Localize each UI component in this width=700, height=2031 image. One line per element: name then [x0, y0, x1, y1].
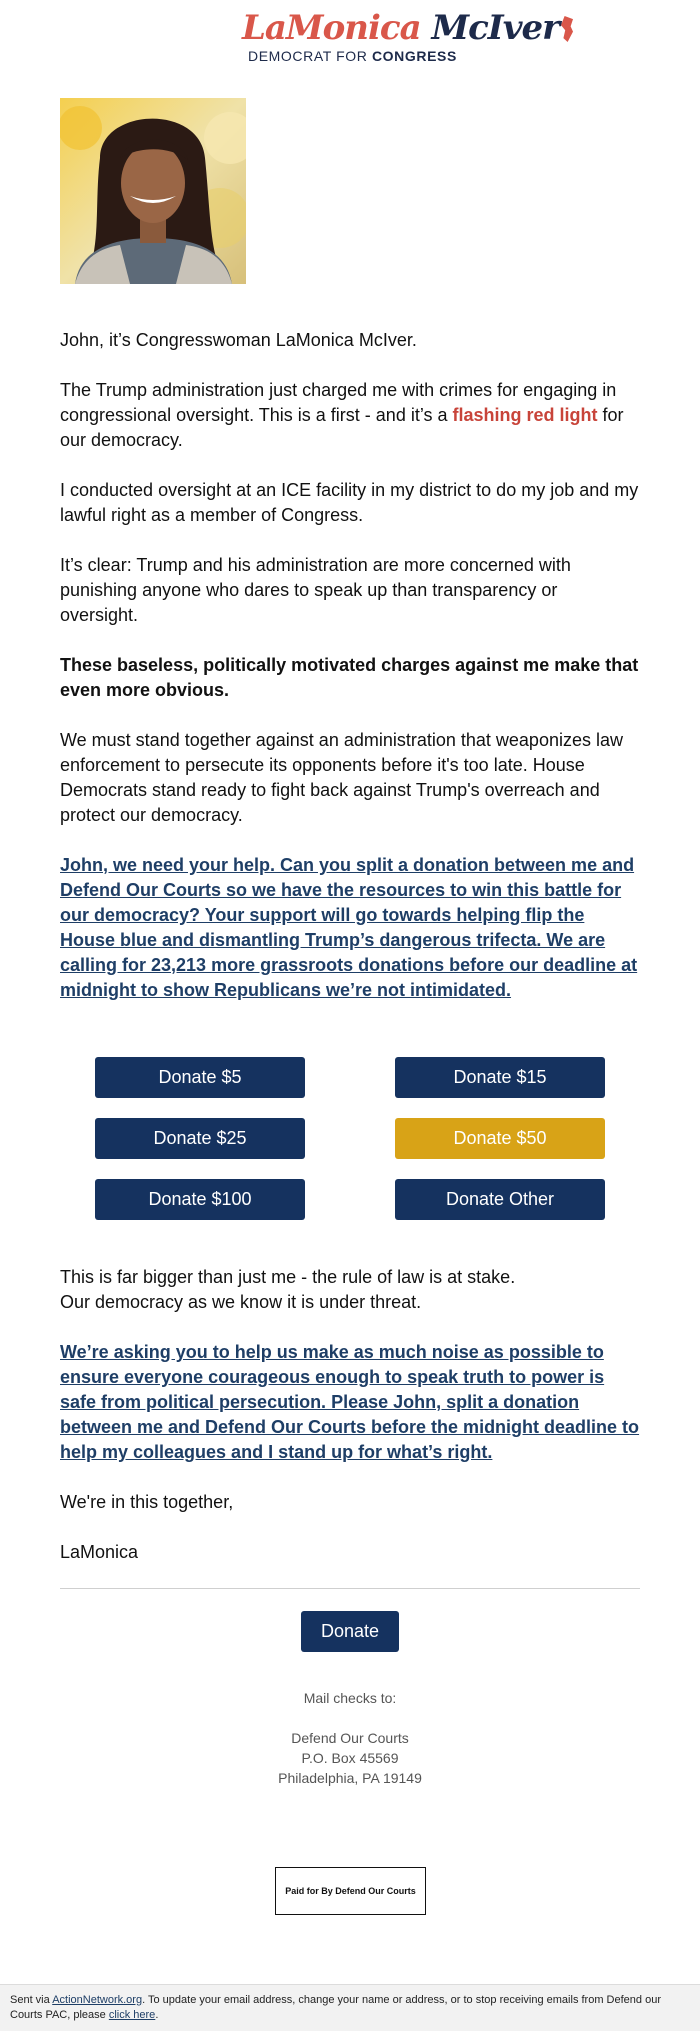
donate-100-button[interactable]: Donate $100 [95, 1179, 305, 1220]
stand-together-paragraph: We must stand together against an administration that weaponizes law enforcement to persecute its opponents before it's too late. House Democrats stand ready to fight back against Trump's overreach and protect our democracy. [60, 730, 623, 825]
new-jersey-icon [561, 16, 573, 42]
split-donation-link[interactable]: John, we need your help. Can you split a donation between me and Defend Our Courts so we have the resources to win this battle for our democracy? Your support will go towards helping flip the House blue and dismantling Trump’s dangerous trifecta. We are calling for 23,213 more grassroots donations before our deadline at midnight to show Republicans we’re not intimidated. [60, 855, 638, 1000]
campaign-logo[interactable] [242, 8, 560, 66]
donate-button[interactable]: Donate [301, 1611, 399, 1652]
charges-paragraph: The Trump administration just charged me with crimes for engaging in congressional oversight. This is a first - and it’s a flashing red light for our democracy. [60, 380, 624, 450]
mail-org: Defend Our Courts [291, 1730, 409, 1746]
mail-heading: Mail checks to: [303, 1690, 397, 1706]
actionnetwork-link[interactable]: ActionNetwork.org [52, 1994, 143, 2006]
clear-paragraph: It’s clear: Trump and his administration are more concerned with punishing anyone who dares to speak up than transparency or oversight. [60, 555, 571, 625]
donate-button-grid [95, 1057, 605, 1222]
unsubscribe-link[interactable]: click here [108, 2009, 156, 2021]
email-body [60, 328, 640, 1028]
logo-first-name: LaMonica [242, 8, 421, 48]
rule-of-law-paragraph: This is far bigger than just me - the rule of law is at stake. Our democracy as we know it is under threat. [60, 1267, 516, 1312]
closing-section [60, 1265, 640, 1590]
logo-last-name: McIver [431, 8, 560, 48]
signoff: We're in this together, [60, 1492, 234, 1512]
mail-city: Philadelphia, PA 19149 [278, 1770, 422, 1786]
flashing-red-light-link[interactable]: flashing red light [452, 405, 598, 425]
logo-name [242, 8, 560, 48]
signature: LaMonica [60, 1542, 139, 1562]
oversight-paragraph: I conducted oversight at an ICE facility in my district to do my job and my lawful right as a member of Congress. [60, 480, 639, 525]
mail-checks-block [0, 1688, 700, 1788]
make-noise-link[interactable]: We’re asking you to help us make as much noise as possible to ensure everyone courageous enough to speak truth to power is safe from political persecution. Please John, split a donation between me and Defend Our Courts before the midnight deadline to help my colleagues and I stand up for what’s right. [60, 1342, 640, 1462]
logo-tagline: DEMOCRAT FOR CONGRESS [248, 48, 457, 64]
divider [60, 1588, 640, 1589]
email-header [0, 0, 700, 72]
paid-for-disclaimer: Paid for By Defend Our Courts [275, 1867, 426, 1915]
email-footer: Sent via ActionNetwork.org. To update your email address, change your name or address, or to stop receiving emails from Defend our Courts PAC, please click here. [0, 1984, 700, 2031]
baseless-charges-paragraph: These baseless, politically motivated charges against me make that even more obvious. [60, 655, 639, 700]
mail-po-box: P.O. Box 45569 [301, 1750, 399, 1766]
donate-5-button[interactable]: Donate $5 [95, 1057, 305, 1098]
candidate-photo [60, 98, 246, 284]
donate-50-button[interactable]: Donate $50 [395, 1118, 605, 1159]
greeting-paragraph: John, it’s Congresswoman LaMonica McIver. [60, 330, 417, 350]
donate-15-button[interactable]: Donate $15 [395, 1057, 605, 1098]
donate-25-button[interactable]: Donate $25 [95, 1118, 305, 1159]
donate-other-button[interactable]: Donate Other [395, 1179, 605, 1220]
